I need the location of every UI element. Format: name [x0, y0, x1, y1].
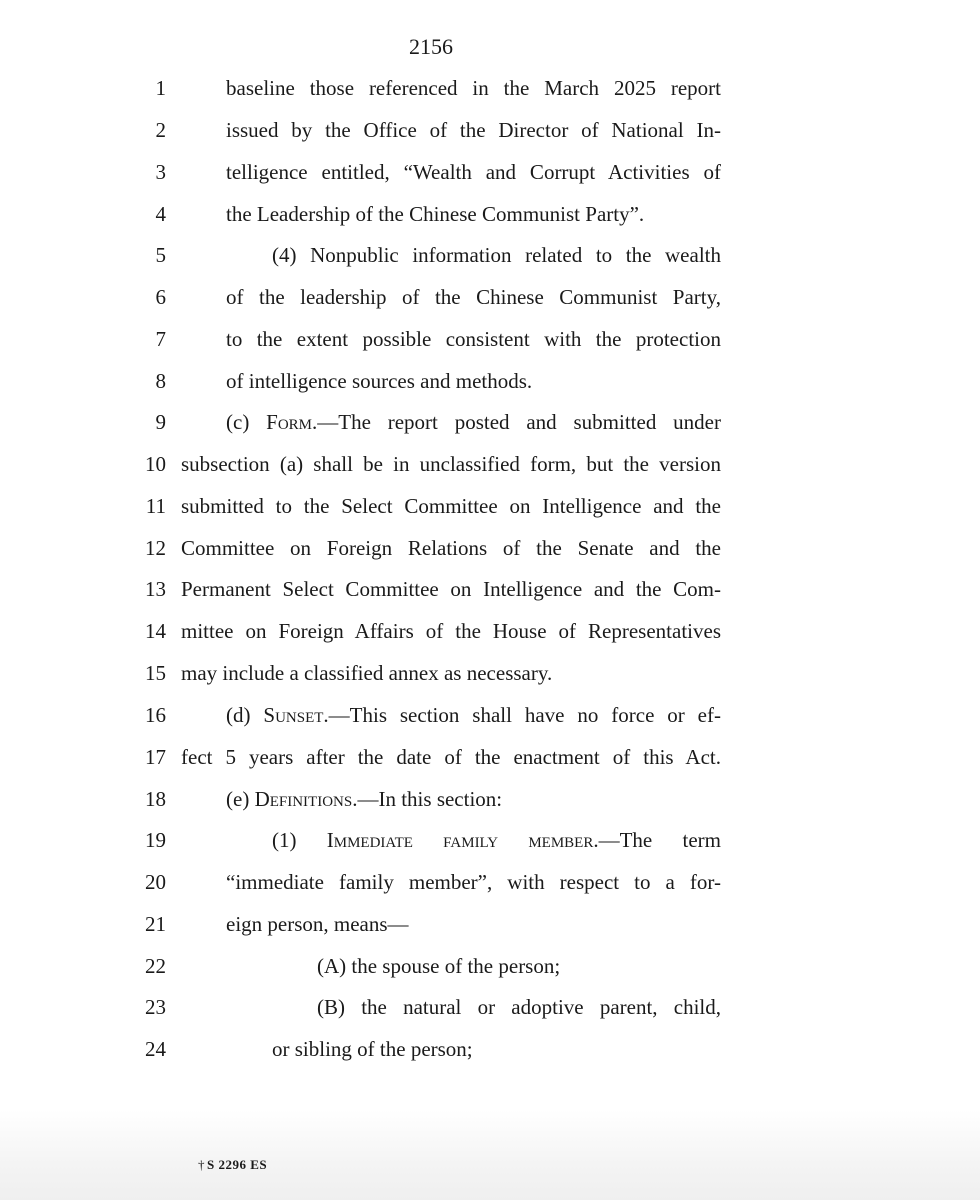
line-number: 4 [155, 202, 166, 226]
line-text: issued by the Office of the Director of National In- [226, 118, 721, 142]
line-text: (A) the spouse of the person; [317, 954, 561, 978]
line-number: 3 [155, 160, 166, 184]
line-number: 6 [155, 285, 166, 309]
bill-line [0, 827, 980, 869]
line-text [272, 827, 721, 853]
bill-line [0, 911, 980, 953]
dagger-mark: † [198, 1157, 205, 1172]
paragraph-enumerator: (1) [272, 828, 327, 852]
line-text: Committee on Foreign Relations of the Senate and the [181, 536, 721, 560]
line-number: 8 [155, 369, 166, 393]
bill-line [0, 451, 980, 493]
bill-line [0, 994, 980, 1036]
bill-line [0, 660, 980, 702]
bill-line [0, 1036, 980, 1078]
bill-line [0, 869, 980, 911]
bill-line [0, 786, 980, 828]
bill-line [0, 201, 980, 243]
line-text: baseline those referenced in the March 2025 report [226, 76, 721, 100]
line-number: 14 [145, 619, 166, 643]
bill-line [0, 618, 980, 660]
line-text: Permanent Select Committee on Intelligence and the Com- [181, 577, 721, 601]
line-text: mittee on Foreign Affairs of the House of Representatives [181, 619, 721, 643]
bill-line [0, 242, 980, 284]
bill-line [0, 117, 980, 159]
bill-line [0, 368, 980, 410]
line-number: 7 [155, 327, 166, 351]
line-number: 2 [155, 118, 166, 142]
bill-line [0, 409, 980, 451]
bill-line [0, 576, 980, 618]
line-number: 11 [145, 494, 166, 518]
subsection-enumerator: (e) [226, 787, 255, 811]
bill-line [0, 75, 980, 117]
line-number: 24 [145, 1037, 166, 1061]
line-number: 22 [145, 954, 166, 978]
line-number: 16 [145, 703, 166, 727]
paragraph-text: .—The term [593, 828, 721, 852]
line-text: telligence entitled, “Wealth and Corrupt Activities of [226, 160, 721, 184]
line-number: 21 [145, 912, 166, 936]
bill-line [0, 284, 980, 326]
subsection-heading: Definitions [254, 787, 353, 811]
line-number: 23 [145, 995, 166, 1019]
bill-identifier: S 2296 ES [207, 1157, 268, 1172]
bill-line [0, 535, 980, 577]
line-number: 13 [145, 577, 166, 601]
line-text: to the extent possible consistent with the protection [226, 327, 721, 351]
line-text: or sibling of the person; [272, 1037, 473, 1061]
line-text: of intelligence sources and methods. [226, 369, 533, 393]
bill-footer [198, 1157, 267, 1173]
bill-line [0, 744, 980, 786]
bill-line [0, 702, 980, 744]
bill-line [0, 159, 980, 201]
subsection-enumerator: (d) [226, 703, 264, 727]
line-number: 17 [145, 745, 166, 769]
line-text: of the leadership of the Chinese Communist Party, [226, 285, 721, 309]
line-number: 19 [145, 828, 166, 852]
paragraph-heading: Immediate family member [326, 828, 594, 852]
line-number: 9 [155, 410, 166, 434]
line-text: eign person, means— [226, 912, 409, 936]
subsection-heading: Sunset [263, 703, 324, 727]
line-text: “immediate family member”, with respect to a for- [226, 870, 721, 894]
line-text [226, 786, 502, 812]
bill-line [0, 953, 980, 995]
line-number: 18 [145, 787, 166, 811]
subsection-text: .—In this section: [352, 787, 503, 811]
subsection-text: .—The report posted and submitted under [312, 410, 721, 434]
line-text: (4) Nonpublic information related to the wealth [272, 243, 721, 267]
subsection-enumerator: (c) [226, 410, 267, 434]
bill-line [0, 493, 980, 535]
subsection-heading: Form [266, 410, 312, 434]
line-text: submitted to the Select Committee on Intelligence and the [181, 494, 721, 518]
line-number: 12 [145, 536, 166, 560]
page-bottom-shade [0, 1110, 980, 1200]
page-number: 2156 [409, 34, 453, 59]
line-number: 5 [155, 243, 166, 267]
line-text: fect 5 years after the date of the enactment of this Act. [181, 745, 721, 769]
line-number: 1 [155, 76, 166, 100]
line-number: 10 [145, 452, 166, 476]
subsection-text: .—This section shall have no force or ef- [323, 703, 721, 727]
line-text: may include a classified annex as necessary. [181, 661, 553, 685]
line-text [226, 409, 721, 435]
line-text [226, 702, 721, 728]
line-text: (B) the natural or adoptive parent, child, [317, 995, 721, 1019]
bill-line [0, 326, 980, 368]
line-text: subsection (a) shall be in unclassified form, but the version [181, 452, 721, 476]
line-text: the Leadership of the Chinese Communist Party”. [226, 202, 645, 226]
line-number: 15 [145, 661, 166, 685]
line-number: 20 [145, 870, 166, 894]
